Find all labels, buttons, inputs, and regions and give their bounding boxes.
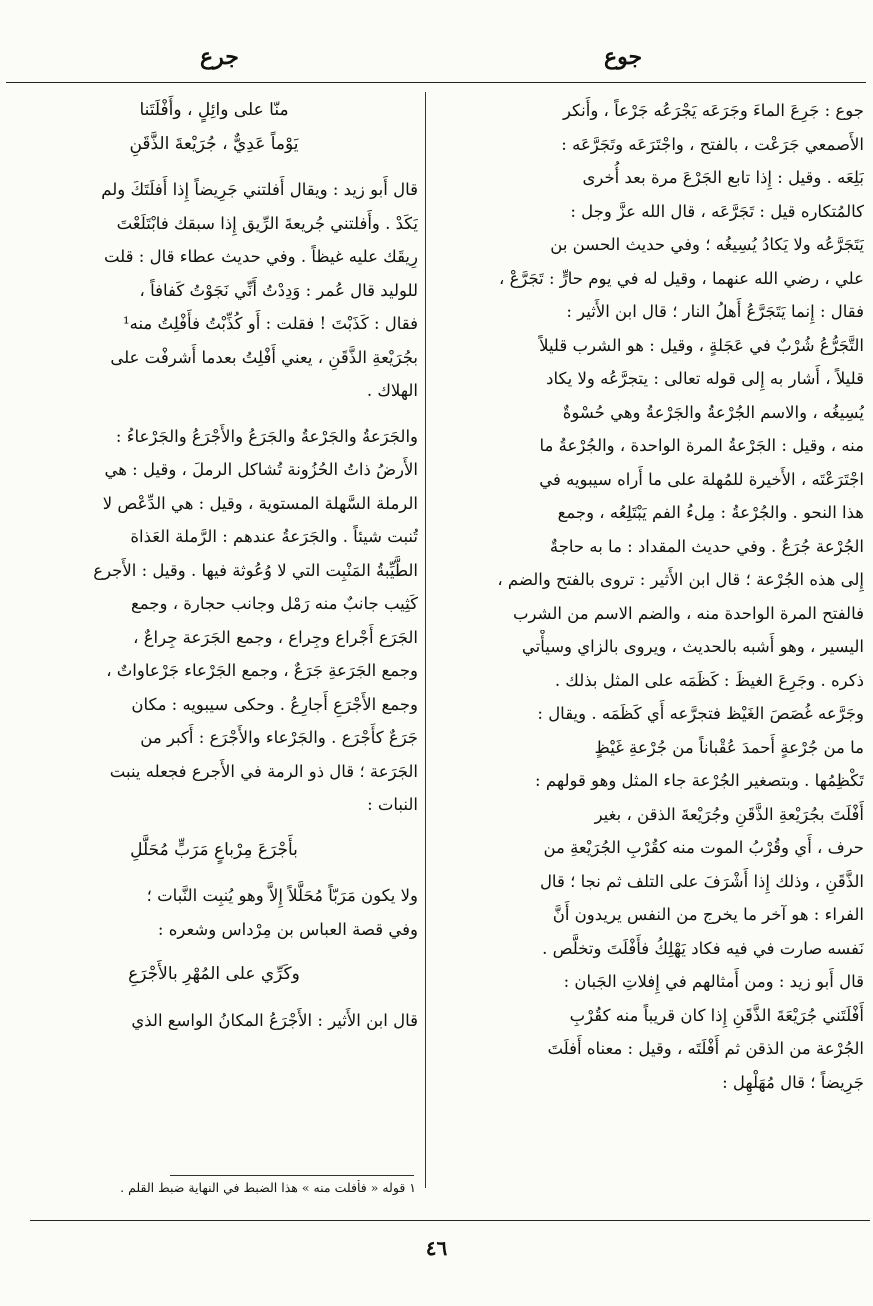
text-line: قال ابن الأَثير : الأَجْرَعُ المكانُ الواسع الذي [131,1010,418,1030]
text-line: التَّجَرُّعُ شُرْبٌ في عَجَلةٍ ، وقيل : هو الشرب قليلاً [539,335,864,355]
text-line: يَتَجَرَّعُه ولا يَكادُ يُسِيغُه ؛ وفي حديث الحسن بن [550,235,864,254]
text-line: جَرِيضاً ؛ قال مُهَلْهِل : [722,1072,864,1092]
text-line: قال أَبو زيد : ومن أَمثالهم في إِفلاتِ الجَبان : [563,972,864,991]
text-line: ذكره . وجَرِعَ الغيظَ : كَظَمَه على المثل بذلك . [554,670,864,690]
text-line: الرملة السَّهلة المستوية ، وقيل : هي الدِّعْص لا [102,493,418,513]
text-line: ما من جُرْعةٍ أَحمدَ عُقْباناً من جُرْعةِ غَيْظٍ [594,737,864,757]
text-line: أَفْلَتَني جُرَيْعَةَ الذَّقَنِ إِذا كان قريباً منه كقُرْبِ [569,1005,864,1025]
text-line: رِيقَك عليه غيظاً . وفي حديث عطاء قال : قلت [103,247,418,266]
text-line: أَفْلَتَ بجُرَيْعةِ الذَّقَنِ وجُرَيْعةَ الذقن ، بغير [594,804,864,824]
footnote-rule [170,1175,414,1176]
text-line: النبات : [367,795,418,814]
text-line: الهلاك . [366,381,418,400]
text-line: الجَرَع أَجْراع وجِراع ، وجمع الجَرَعة جِراعٌ ، [133,627,418,647]
footnote: ١ قوله « فأفلت منه » هذا الضبط في النهاية ضبط القلم . [120,1180,416,1195]
verse-line: منّا على وائِلٍ ، وأَفْلَتَنا [139,100,289,120]
text-line: فالفتح المرة الواحدة منه ، والضم الاسم من الشرب [512,603,864,623]
bottom-rule [30,1220,870,1221]
text-line: والجَرَعةُ والجَرْعةُ والجَرَعُ والأَجْرَعُ والجَرْعاءُ : [115,426,418,446]
text-line: اجْتَرَعْتَه ، الأَخيرة للمُهلة على ما أَراه سيبويه في [539,469,864,489]
text-line: فقال : إِنما يَتَجَرَّعُ أَهلُ النار ؛ قال ابن الأَثير : [566,302,864,321]
text-line: الجُرْعة جُرَعٌ . وفي حديث المقداد : ما به حاجةٌ [549,536,864,556]
text-line: للوليد قال عُمر : وَدِدْتُ أَنِّي نَجَوْتُ كَفافاً ، [139,280,418,300]
verse-line: وكَرِّي على المُهْرِ بالأَجْرَعِ [128,964,300,984]
text-line: الأَرضُ ذاتُ الحُزُونة تُشاكل الرملَ ، وقيل : هي [104,460,418,479]
verse-line: يَوْماً عَدِيٌّ ، جُرَيْعةَ الذَّقَنِ [129,133,299,154]
text-line: يُسِيغُه ، والاسم الجُرْعةُ والجَرْعةُ وهي حُسْوةٌ [562,402,864,422]
text-line: تُنبت شيئاً . والجَرَعةُ عندهم : الرَّملة العَذاة [130,527,418,546]
text-line: جَرَعٌ كأَجْرَع . والجَرْعاء والأَجْرَع : أَكبر من [140,728,418,747]
right-column [436,94,864,1099]
top-rule [6,82,866,83]
text-line: بَلِعَه . وقيل : إِذا تابع الجَرْعَ مرة بعد أُخرى [582,168,864,187]
left-column [10,94,418,1037]
text-line: الأَصمعي جَرَعْت ، بالفتح ، واجْتَرَعَه وتَجَرَّعَه : [561,134,864,154]
right-header-word: جوع [604,44,643,70]
text-line: قليلاً ، أَشار به إِلى قوله تعالى : يتجرَّعُه ولا يكاد [546,369,864,388]
text-line: هذا النحو . والجُرْعةُ : مِلءُ الفم يَبْتَلِعُه ، وجمع [557,503,864,522]
text-line: حرف ، أَي وقُرْبُ الموت منه كقُرْبِ الجُرَيْعةِ من [543,838,864,857]
column-divider [425,92,426,1188]
text-line: قال أَبو زيد : ويقال أَفلتني جَرِيضاً إِذا أَفلَتَكَ ولم [101,180,418,199]
text-line: نَفسه صارت في فيه فكاد يَهْلِكُ فأَفْلَتَ وتخلَّص . [542,938,864,958]
text-line: وجَرَّعه غُصَصَ الغَيْظ فتجرَّعه أَي كَظَمَه . ويقال : [537,704,864,723]
text-line: الطَّيِّبةُ المَنْبِت التي لا وُعُوثة فيها . وقيل : الأَجرع [93,560,418,580]
text-line: اليسير ، وهو أَشبه بالحديث ، ويروى بالزاي وسيأْتي [521,637,864,656]
text-line: يَكَدْ . وأَفلتني جُريعةَ الرِّيق إِذا سبقك فابْتَلَعْتَ [116,213,418,233]
text-line: الفراء : هو آخر ما يخرج من النفس يريدون أَنَّ [552,905,864,924]
text-line: كالمُتكاره قيل : تَجَرَّعَه ، قال الله عزَّ وجل : [570,201,864,221]
text-line: ولا يكون مَرَبّاً مُحَلَّلاً إِلاَّ وهو يُنبِت النَّبات ؛ [146,886,418,905]
text-line: جوع : جَرِعَ الماءَ وجَرَعَه يَجْرَعُه جَرْعاً ، وأَنكر [562,101,864,120]
page-number: ٤٦ [425,1236,448,1260]
text-line: منه ، وقيل : الجَرْعةُ المرة الواحدة ، والجُرْعةُ ما [539,436,864,455]
verse-line: بأَجْرَعَ مِرْباعٍ مَرَبٍّ مُحَلَّلِ [130,839,298,860]
text-line: وجمع الجَرَعةِ جَرَعٌ ، وجمع الجَرْعاء جَرْعاواتٌ ، [106,661,418,680]
text-line: وفي قصة العباس بن مِرْداس وشعره : [157,919,418,939]
text-line: تَكْظِمُها . وبتصغير الجُرْعة جاء المثل وهو قولهم : [535,771,864,790]
text-line: الجُرْعة من الذقن ثم أَفْلَتَه ، وقيل : معناه أَفلَتَ [547,1039,864,1058]
text-line: بجُرَيْعةِ الذَّقَنِ ، يعني أَفْلِتُ بعدما أَشرفْت على [110,347,418,367]
text-line: الجَرَعة ؛ قال ذو الرمة في الأَجرع فجعله ينبت [109,761,418,781]
text-line: إِلى هذه الجُرْعة ؛ قال ابن الأَثير : تروى بالفتح والضم ، [497,570,864,589]
left-header-word: جرع [200,44,239,70]
text-line: علي ، رضي الله عنهما ، وقيل له في يوم حارٍّ : تَجَرَّعْ ، [499,268,864,288]
text-line: وجمع الأَجْرَعِ أَجارِعُ . وحكى سيبويه : مكان [131,694,418,714]
text-line: فقال : كَذَبْتَ ! فقلت : أَو كُذِّبْتُ فأَفْلِتُ منه¹ [122,314,418,333]
text-line: كَثِيب جانبٌ منه رَمْل وجانب حجارة ، وجمع [130,594,418,613]
text-line: الذَّقَنِ ، وذلك إِذا أَشْرَفَ على التلف ثم نجا ؛ قال [539,871,864,891]
